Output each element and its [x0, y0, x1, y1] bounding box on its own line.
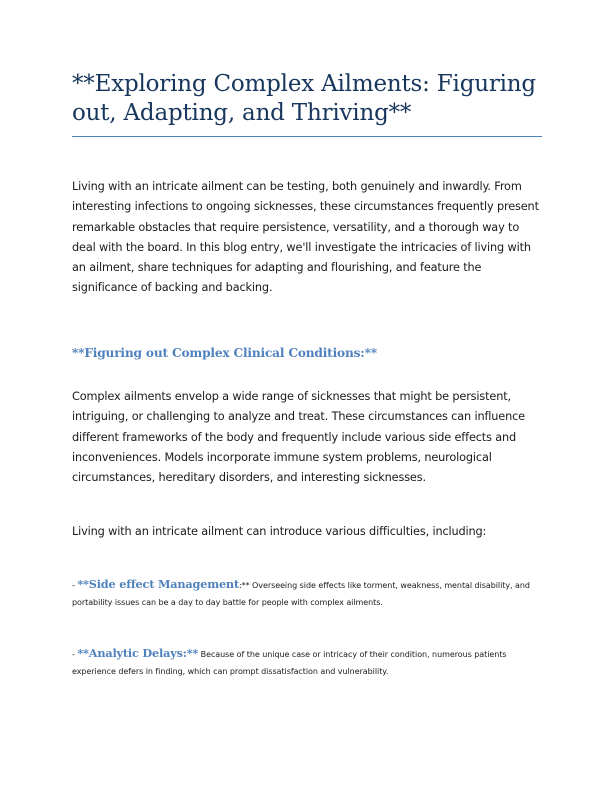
bullet-dash: - [72, 650, 78, 659]
bullet-analytic-delays [72, 645, 542, 680]
document-title: **Exploring Complex Ailments: Figuring out, Adapting, and Thriving** [72, 71, 536, 126]
bullet-text: Because of the unique case or intricacy of their condition, numerous patients experience defers in finding, which can prompt dissatisfaction and vulnerability. [72, 650, 507, 676]
bullet-lead: **Analytic Delays:** [77, 646, 199, 660]
bullet-lead: **Side effect Management [77, 577, 239, 591]
bullet-lead-suffix: :** [238, 581, 253, 590]
section-heading: **Figuring out Complex Clinical Conditions:** [72, 346, 377, 360]
complex-conditions-paragraph: Complex ailments envelop a wide range of sicknesses that might be persistent, intriguing, or challenging to analyze and treat. These circumstances can influence different frameworks of the body and frequently include various side effects and inconveniences. Models incorporate immune system problems, neurological circumstances, hereditary disorders, and interesting sicknesses. [72, 390, 525, 485]
bullet-dash: - [72, 581, 78, 590]
title-underline [72, 136, 542, 137]
bullet-side-effect-management [72, 576, 542, 611]
bullet-text: Overseeing side effects like torment, weakness, mental disability, and portability issues can be a day to day battle for people with complex ailments. [72, 581, 530, 607]
difficulties-intro-paragraph: Living with an intricate ailment can introduce various difficulties, including: [72, 525, 487, 538]
intro-paragraph: Living with an intricate ailment can be testing, both genuinely and inwardly. From interesting infections to ongoing sicknesses, these circumstances frequently present remarkable obstacles that require persistence, versatility, and a thorough way to deal with the board. In this blog entry, we'll investigate the intricacies of living with an ailment, share techniques for adapting and flourishing, and feature the significance of backing and backing. [72, 180, 539, 295]
